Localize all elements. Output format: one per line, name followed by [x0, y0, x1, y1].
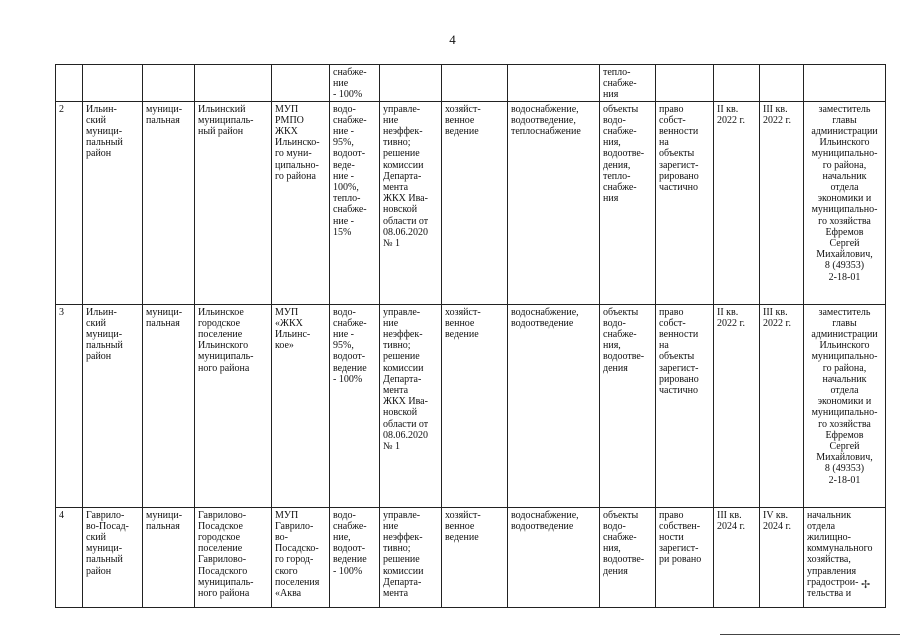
cell-share: водо- снабже- ние - 95%, водоот- веде- ние - 100%, тепло- снабже- ние - 15% [330, 101, 380, 304]
cell-organization: МУП Гаврило- во- Посадско- го город- ского поселения «Аква [272, 507, 330, 607]
cell-responsible: начальник отдела жилищно- коммунального хозяйства, управления градострои- тельства и [804, 507, 886, 607]
cell-district: Ильин- ский муници- пальный район [83, 101, 143, 304]
cell-objects: объекты водо- снабже- ния, водоотве- дения, тепло- снабже- ния [600, 101, 656, 304]
cell-end: III кв. 2022 г. [760, 101, 804, 304]
cell-district: Ильин- ский муници- пальный район [83, 304, 143, 507]
cell-basis: управле- ние неэффек- тивно; решение комиссии Департа- мента ЖКХ Ива- новской области от 08.06.2020 № 1 [380, 304, 442, 507]
cell-empty [83, 65, 143, 102]
table-row [56, 304, 886, 507]
cell-level: муници- пальная [143, 507, 195, 607]
table-row [56, 507, 886, 607]
cell-status: право собст- венности на объекты зарегист- рировано частично [656, 101, 714, 304]
cell-number: 2 [56, 101, 83, 304]
bottom-divider [720, 634, 900, 635]
cell-responsible: заместитель главы администрации Ильинского муниципально- го района, начальник отдела экономики и муниципально- го хозяйства Ефремов Сергей Михайлович, 8 (49353) 2-18-01 [804, 101, 886, 304]
cell-share: снабже- ние - 100% [330, 65, 380, 102]
cell-right: хозяйст- венное ведение [442, 304, 508, 507]
cell-organization: МУП «ЖКХ Ильинс- кое» [272, 304, 330, 507]
cell-start: II кв. 2022 г. [714, 101, 760, 304]
cell-empty [272, 65, 330, 102]
cell-sphere: водоснабжение, водоотведение, теплоснабжение [508, 101, 600, 304]
cell-start: III кв. 2024 г. [714, 507, 760, 607]
cell-objects: объекты водо- снабже- ния, водоотве- дения [600, 304, 656, 507]
cell-entity: Гаврилово- Посадское городское поселение Гаврилово- Посадского муниципаль- ного района [195, 507, 272, 607]
cell-number: 4 [56, 507, 83, 607]
cell-organization: МУП РМПО ЖКХ Ильинско- го муни- ципально- го района [272, 101, 330, 304]
cell-empty [143, 65, 195, 102]
cell-empty [380, 65, 442, 102]
scan-mark-icon: ✢ [861, 579, 871, 591]
cell-end: IV кв. 2024 г. [760, 507, 804, 607]
cell-responsible: заместитель главы администрации Ильинского муниципально- го района, начальник отдела экономики и муниципально- го хозяйства Ефремов Сергей Михайлович, 8 (49353) 2-18-01 [804, 304, 886, 507]
cell-basis: управле- ние неэффек- тивно; решение комиссии Департа- мента [380, 507, 442, 607]
cell-empty [508, 65, 600, 102]
cell-objects: тепло- снабже- ния [600, 65, 656, 102]
table-row-continued [56, 65, 886, 102]
cell-start: II кв. 2022 г. [714, 304, 760, 507]
cell-entity: Ильинский муниципаль- ный район [195, 101, 272, 304]
cell-objects: объекты водо- снабже- ния, водоотве- дения [600, 507, 656, 607]
cell-district: Гаврило- во-Посад- ский муници- пальный район [83, 507, 143, 607]
document-table [55, 64, 886, 608]
cell-basis: управле- ние неэффек- тивно; решение комиссии Департа- мента ЖКХ Ива- новской области от 08.06.2020 № 1 [380, 101, 442, 304]
cell-right: хозяйст- венное ведение [442, 101, 508, 304]
cell-status: право собст- венности на объекты зарегист- рировано частично [656, 304, 714, 507]
table-row [56, 101, 886, 304]
cell-entity: Ильинское городское поселение Ильинского муниципаль- ного района [195, 304, 272, 507]
cell-share: водо- снабже- ние - 95%, водоот- ведение - 100% [330, 304, 380, 507]
cell-sphere: водоснабжение, водоотведение [508, 304, 600, 507]
cell-status: право собствен- ности зарегист- ри ровано [656, 507, 714, 607]
cell-number: 3 [56, 304, 83, 507]
cell-level: муници- пальная [143, 101, 195, 304]
cell-right: хозяйст- венное ведение [442, 507, 508, 607]
cell-empty [195, 65, 272, 102]
cell-empty [760, 65, 804, 102]
cell-empty [442, 65, 508, 102]
cell-empty [804, 65, 886, 102]
cell-level: муници- пальная [143, 304, 195, 507]
cell-empty [714, 65, 760, 102]
page-number: 4 [449, 32, 456, 47]
cell-empty [56, 65, 83, 102]
cell-empty [656, 65, 714, 102]
cell-sphere: водоснабжение, водоотведение [508, 507, 600, 607]
cell-share: водо- снабже- ние, водоот- ведение - 100% [330, 507, 380, 607]
cell-end: III кв. 2022 г. [760, 304, 804, 507]
